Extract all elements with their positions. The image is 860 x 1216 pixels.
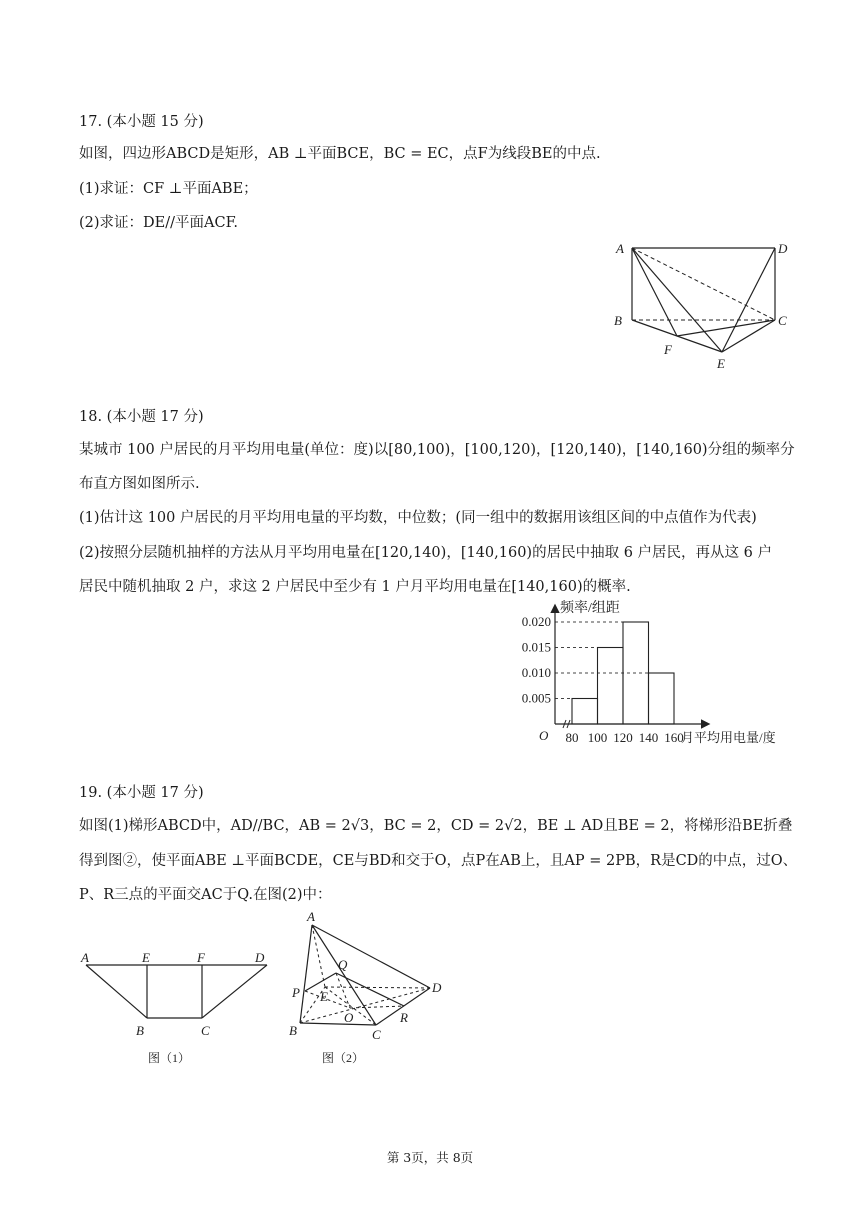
histogram-chart [508,598,798,748]
label-E: E [717,356,725,371]
edge-ED-dashed [325,987,430,988]
q17-header: 17. (本小题 15 分) [79,114,204,130]
x-tick-label: 100 [587,730,608,745]
edge-AD [312,925,430,988]
histogram-bar [598,648,624,725]
q18-header: 18. (本小题 17 分) [79,409,204,425]
label-F: F [664,342,672,357]
label-D: D [255,950,265,965]
label-O: O [344,1010,354,1025]
edge-AC-dashed [632,248,775,320]
histogram-bar [572,699,598,725]
q19-figure-2 [284,908,454,1073]
label-P: P [292,985,300,1000]
edge-QR [336,973,404,1006]
edge-AB [86,965,147,1018]
x-axis-label: 月平均用电量/度 [681,730,776,745]
q17-stem: 如图，四边形ABCD是矩形，AB ⊥平面BCE，BC = EC，点F为线段BE的中点. [79,146,601,162]
q18-part2-line1: (2)按照分层随机抽样的方法从月平均用电量在[120,140)，[140,160)的居民中抽取 6 户居民，再从这 6 户 [79,545,772,561]
q19-stem-line1: 如图(1)梯形ABCD中，AD//BC，AB = 2√3，BC = 2，CD = 2√2，BE ⊥ AD且BE = 2，将梯形沿BE折叠 [79,818,793,834]
origin-label: O [539,728,549,743]
q19-stem-line2: 得到图②，使平面ABE ⊥平面BCDE，CE与BD和交于O，点P在AB上，且AP = 2PB，R是CD的中点，过O、 [79,853,798,869]
label-Q: Q [338,957,348,972]
label-F: F [197,950,205,965]
label-C: C [778,313,787,328]
fig2-caption: 图（2） [322,1051,365,1065]
histogram-bar [649,673,675,724]
label-B: B [614,313,622,328]
edge-BC [300,1023,376,1025]
y-tick-label: 0.020 [521,614,551,629]
label-A: A [81,950,89,965]
q19-figure-1 [74,944,274,1074]
q17-figure [600,236,800,376]
x-tick-label: 80 [565,730,579,745]
q17-part1: (1)求证：CF ⊥平面ABE； [79,181,258,197]
y-tick-label: 0.010 [521,665,551,680]
q18-part1: (1)估计这 100 户居民的月平均用电量的平均数，中位数；(同一组中的数据用该组区间的中点值作为代表) [79,510,757,526]
fig1-caption: 图（1） [148,1051,191,1065]
x-tick-label: 140 [638,730,659,745]
label-B: B [136,1023,144,1038]
q18-part2-line2: 居民中随机抽取 2 户，求这 2 户居民中至少有 1 户月平均用电量在[140,160)的概率. [79,579,631,595]
edge-CD [202,965,267,1018]
label-D: D [778,241,788,256]
label-A: A [616,241,624,256]
label-D: D [432,980,442,995]
label-A: A [307,909,315,924]
label-C: C [372,1027,381,1042]
q18-stem-line2: 布直方图如图所示. [79,476,200,492]
q19-stem-line3: P、R三点的平面交AC于Q.在图(2)中： [79,887,332,903]
edge-AB [300,925,312,1023]
edge-FC [677,320,775,336]
y-tick-label: 0.015 [521,639,551,655]
y-axis-label: 频率/组距 [560,601,620,616]
label-C: C [201,1023,210,1038]
q17-part2: (2)求证：DE//平面ACF. [79,215,238,231]
label-E: E [142,950,150,965]
label-R: R [400,1010,408,1025]
x-tick-label: 120 [613,730,633,745]
q19-header: 19. (本小题 17 分) [79,785,204,801]
q18-stem-line1: 某城市 100 户居民的月平均用电量(单位：度)以[80,100)，[100,120)，[120,140)，[140,160)分组的频率分 [79,442,795,458]
page-footer: 第 3页，共 8页 [386,1150,474,1165]
label-B: B [289,1023,297,1038]
label-E: E [320,989,328,1004]
y-tick-label: 0.005 [521,690,551,706]
x-tick-label: 160 [664,730,684,745]
